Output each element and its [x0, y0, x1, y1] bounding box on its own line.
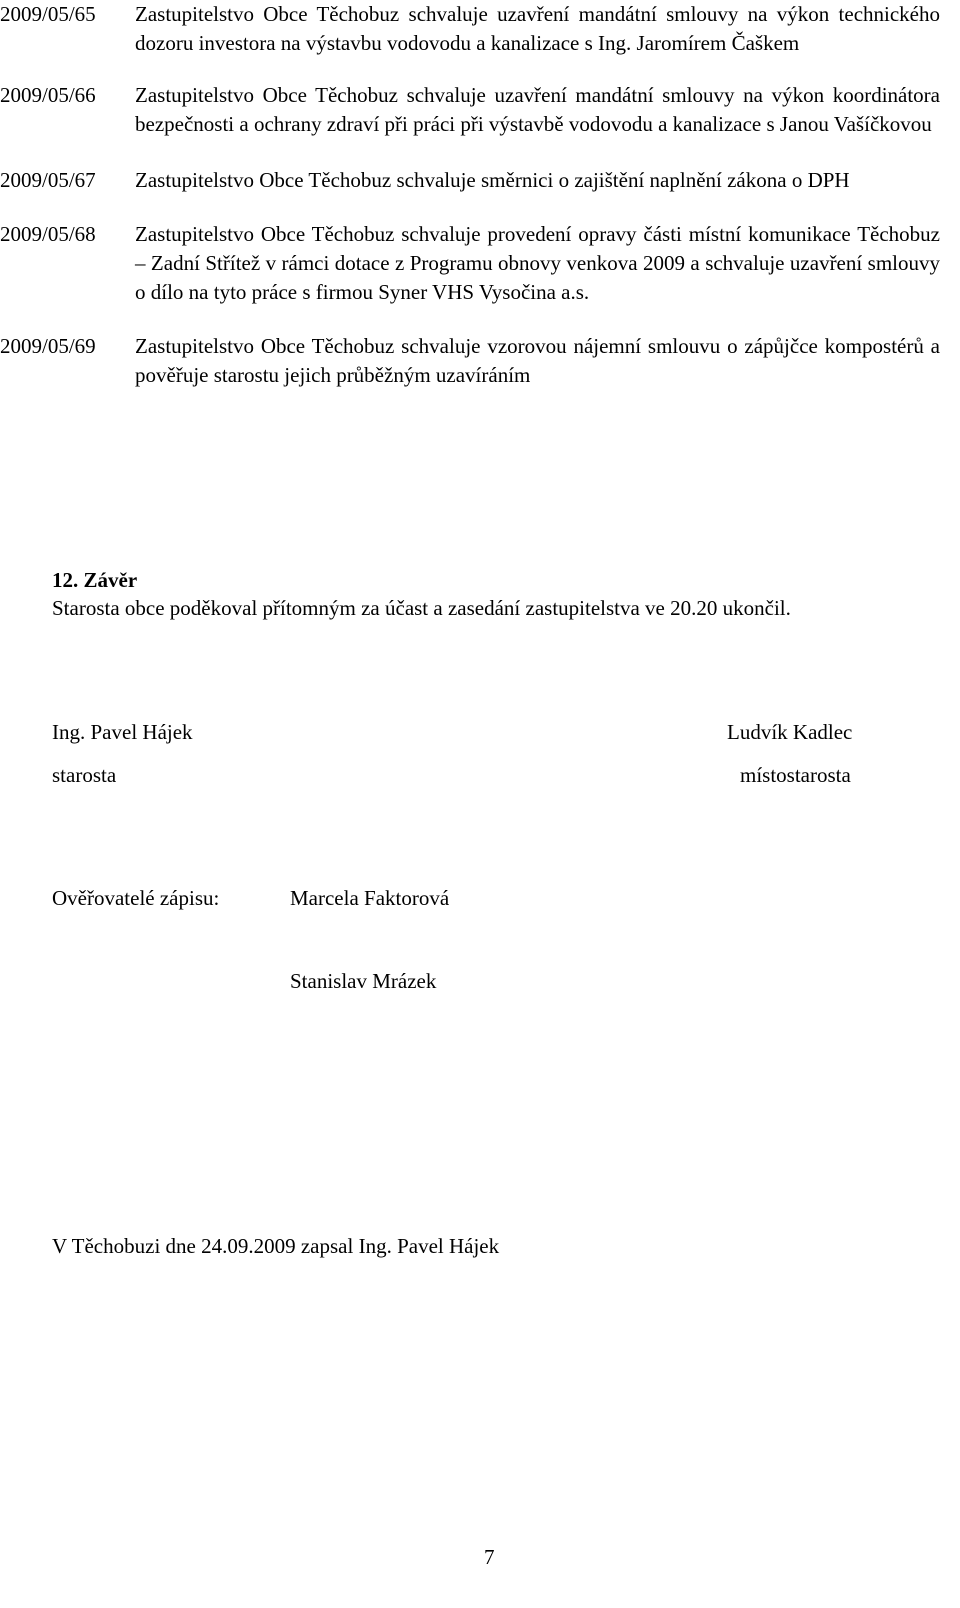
resolution-number: 2009/05/66 — [0, 83, 96, 107]
resolution-number: 2009/05/69 — [0, 334, 96, 358]
resolution-number: 2009/05/65 — [0, 2, 96, 26]
verifier-name: Marcela Faktorová — [290, 886, 450, 910]
resolution-item — [0, 166, 850, 195]
page-number: 7 — [484, 1545, 495, 1569]
resolution-text: Zastupitelstvo Obce Těchobuz schvaluje vzorovou nájemní smlouvu o zápůjčce kompostérů a pověřuje starostu jejich průběžným uzavíráním — [135, 334, 940, 387]
deputy-mayor-name: Ludvík Kadlec — [727, 720, 853, 744]
resolution-number: 2009/05/68 — [0, 222, 96, 246]
mayor-name: Ing. Pavel Hájek — [52, 720, 193, 744]
resolution-text: Zastupitelstvo Obce Těchobuz schvaluje směrnici o zajištění naplnění zákona o DPH — [135, 168, 850, 192]
verifiers-label: Ověřovatelé zápisu: — [52, 886, 220, 910]
resolution-item — [0, 0, 940, 58]
verifier-name: Stanislav Mrázek — [290, 969, 437, 993]
resolution-text: Zastupitelstvo Obce Těchobuz schvaluje uzavření mandátní smlouvy na výkon koordinátora bezpečnosti a ochrany zdraví při práci při výstavbě vodovodu a kanalizace s Janou Vašíčkovou — [135, 83, 940, 136]
resolution-item — [0, 332, 940, 390]
resolution-item — [0, 220, 940, 307]
resolution-number: 2009/05/67 — [0, 168, 96, 192]
resolution-text: Zastupitelstvo Obce Těchobuz schvaluje provedení opravy části místní komunikace Těchobuz – Zadní Střítež v rámci dotace z Programu obnovy venkova 2009 a schvaluje uzavření smlouvy o dílo na tyto práce s firmou Syner VHS Vysočina a.s. — [135, 222, 940, 304]
conclusion-text: Starosta obce poděkoval přítomným za účast a zasedání zastupitelstva ve 20.20 ukončil. — [52, 596, 791, 620]
deputy-mayor-role: místostarosta — [740, 763, 851, 787]
closing-statement: V Těchobuzi dne 24.09.2009 zapsal Ing. Pavel Hájek — [52, 1234, 500, 1258]
mayor-role: starosta — [52, 763, 117, 787]
resolution-text: Zastupitelstvo Obce Těchobuz schvaluje uzavření mandátní smlouvy na výkon technického dozoru investora na výstavbu vodovodu a kanalizace s Ing. Jaromírem Čaškem — [135, 2, 940, 55]
resolution-item — [0, 81, 940, 139]
conclusion-heading: 12. Závěr — [52, 568, 138, 592]
